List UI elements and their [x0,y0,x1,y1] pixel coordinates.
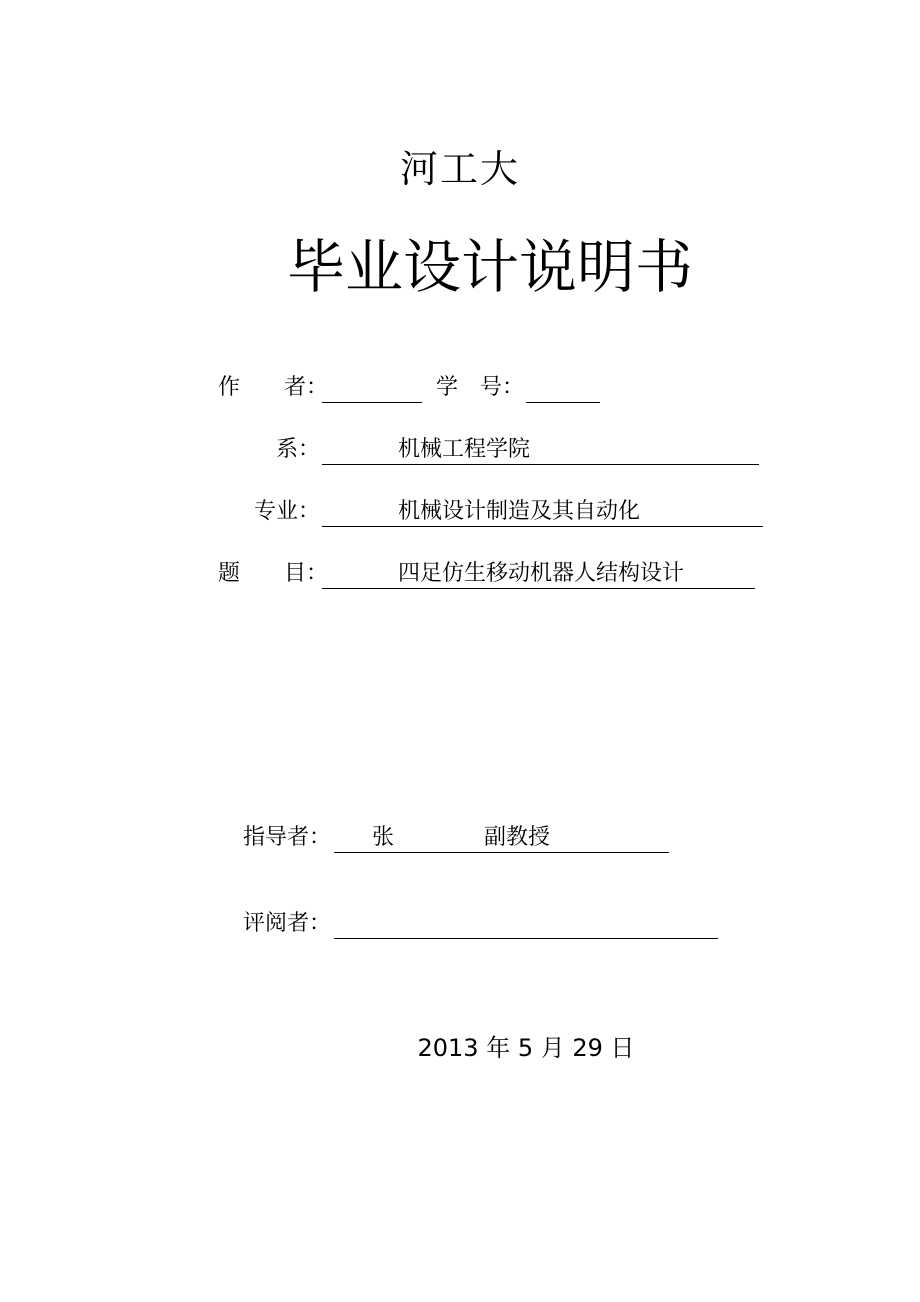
major-label: 专业： [254,499,321,524]
student-id-field [526,374,600,403]
major-value: 机械设计制造及其自动化 [398,499,641,524]
student-id-label: 学 号： [436,375,525,400]
department-value: 机械工程学院 [398,437,531,462]
topic-field [322,560,755,589]
department-label: 系： [276,437,321,462]
department-field [322,436,759,465]
advisor-title: 副教授 [484,825,551,850]
author-label: 作 者： [218,375,329,400]
school-name: 河工大 [399,147,520,191]
advisor-field [334,824,669,853]
submission-date: 2013 年 5 月 29 日 [417,1034,635,1062]
reviewer-label: 评阅者： [243,911,332,936]
topic-value: 四足仿生移动机器人结构设计 [398,561,685,586]
author-field [322,374,422,403]
document-title: 毕业设计说明书 [286,233,693,301]
topic-label: 题 目： [218,561,329,586]
advisor-name: 张 [372,825,395,850]
reviewer-field [334,910,718,939]
major-field [322,498,763,527]
advisor-label: 指导者： [243,825,332,850]
